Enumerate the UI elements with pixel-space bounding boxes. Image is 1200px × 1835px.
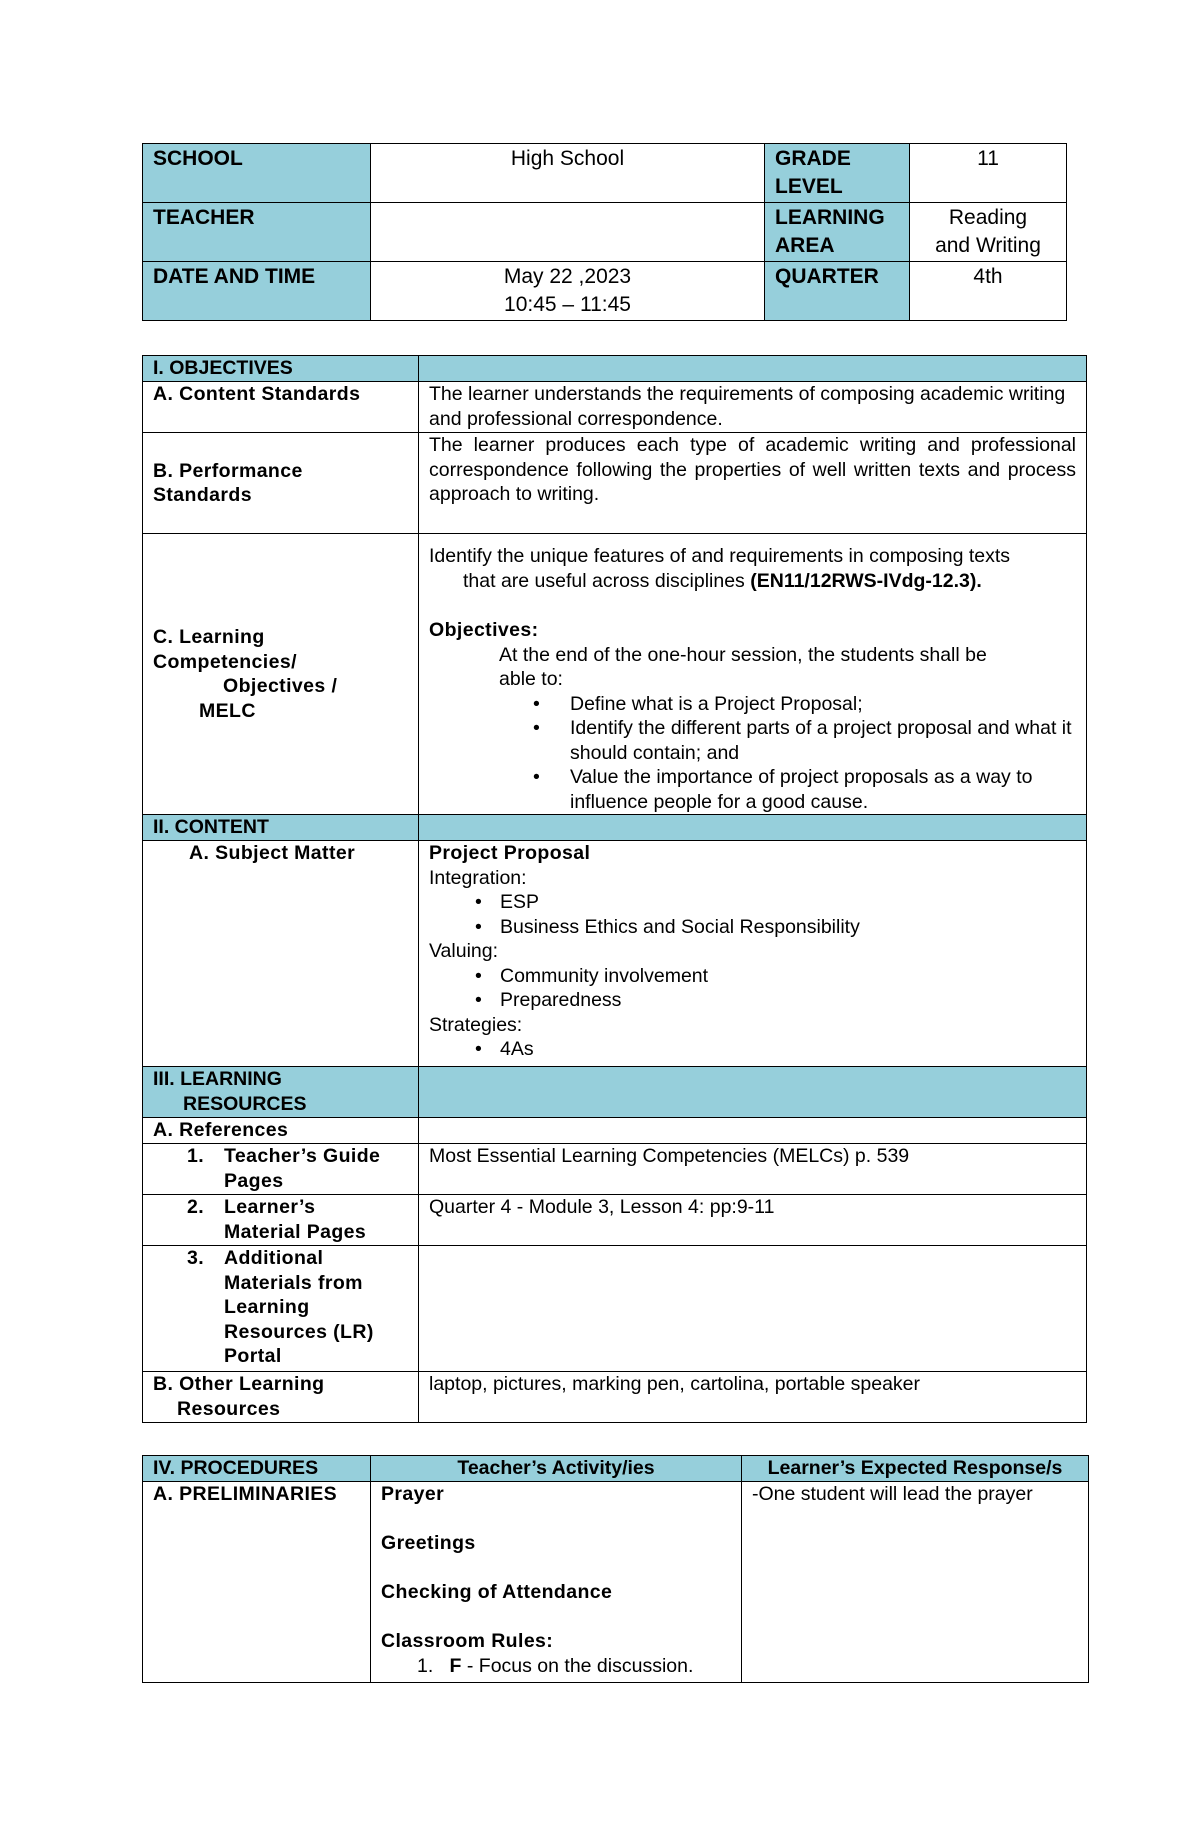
preliminaries-row (143, 1482, 1089, 1683)
learning-competencies-row (143, 534, 1087, 815)
competency-line-2: that are useful across disciplines (EN11/12RWS-IVdg-12.3). (463, 569, 982, 592)
performance-standards-label: B. Performance Standards (143, 433, 419, 534)
teacher-activity-header: Teacher’s Activity/ies (371, 1456, 742, 1482)
strategies-list (429, 1037, 1076, 1062)
resources-header-blank (419, 1067, 1087, 1118)
classroom-rules-label: Classroom Rules: (381, 1630, 554, 1652)
date-time-value: May 22 ,2023 10:45 – 11:45 (371, 262, 765, 321)
integration-label: Integration: (429, 866, 527, 889)
other-resources-row (143, 1372, 1087, 1423)
quarter-value: 4th (910, 262, 1067, 321)
additional-materials-label: 3. Additional Materials from Learning Resources (LR) Portal (143, 1246, 419, 1372)
competency-line-1: Identify the unique features of and requirements in composing texts (429, 545, 1011, 567)
teachers-guide-value: Most Essential Learning Competencies (MELCs) p. 539 (419, 1144, 1087, 1195)
list-item: • 4As (429, 1037, 1076, 1062)
performance-standards-text: The learner produces each type of academic writing and professional correspondence following the properties of well written texts and process approach to writing. (419, 433, 1087, 534)
resources-header-row (143, 1067, 1087, 1118)
competency-code: (EN11/12RWS-IVdg-12.3). (750, 569, 982, 592)
subject-matter-row (143, 841, 1087, 1067)
school-label: SCHOOL (143, 144, 371, 203)
other-resources-value: laptop, pictures, marking pen, cartolina, portable speaker (419, 1372, 1087, 1423)
learning-area-value: Reading and Writing (910, 203, 1067, 262)
performance-standards-row (143, 433, 1087, 534)
objectives-heading: Objectives: (429, 619, 539, 641)
learning-competencies-text (419, 534, 1087, 815)
list-item: • Community involvement (429, 964, 1076, 989)
content-standards-label: A. Content Standards (143, 382, 419, 433)
school-row (143, 144, 1067, 203)
learning-area-label: LEARNING AREA (765, 203, 910, 262)
subject-matter-text (419, 841, 1087, 1067)
content-standards-text: The learner understands the requirements of composing academic writing and professional correspondence. (419, 382, 1087, 433)
list-item: • Define what is a Project Proposal; (429, 692, 1076, 717)
list-item: • Business Ethics and Social Responsibility (429, 915, 1076, 940)
integration-list (429, 890, 1076, 939)
objectives-header-blank (419, 356, 1087, 382)
school-value: High School (371, 144, 765, 203)
content-header-blank (419, 815, 1087, 841)
strategies-label: Strategies: (429, 1013, 523, 1036)
additional-materials-row (143, 1246, 1087, 1372)
references-label: A. References (143, 1118, 419, 1144)
list-item: • Preparedness (429, 988, 1076, 1013)
learning-competencies-label: C. Learning Competencies/ Objectives / MELC (143, 534, 419, 815)
content-standards-row (143, 382, 1087, 433)
learner-response-header: Learner’s Expected Response/s (742, 1456, 1089, 1482)
grade-level-label: GRADE LEVEL (765, 144, 910, 203)
list-item: • ESP (429, 890, 1076, 915)
procedures-header-row (143, 1456, 1089, 1482)
objectives-intro: At the end of the one-hour session, the students shall be able to: (499, 643, 987, 690)
teachers-guide-label: 1. Teacher’s Guide Pages (143, 1144, 419, 1195)
subject-matter-label: A. Subject Matter (143, 841, 419, 1067)
content-header: II. CONTENT (143, 815, 419, 841)
references-row (143, 1118, 1087, 1144)
greetings-item: Greetings (381, 1532, 476, 1554)
attendance-item: Checking of Attendance (381, 1581, 613, 1603)
objectives-header: I. OBJECTIVES (143, 356, 419, 382)
date-row (143, 262, 1067, 321)
grade-level-value: 11 (910, 144, 1067, 203)
list-item: • Value the importance of project proposals as a way to influence people for a good cause. (429, 765, 1076, 814)
learners-material-row (143, 1195, 1087, 1246)
teacher-row (143, 203, 1067, 262)
prayer-item: Prayer (381, 1483, 445, 1505)
teacher-value (371, 203, 765, 262)
preliminaries-response: -One student will lead the prayer (742, 1482, 1089, 1683)
content-header-row (143, 815, 1087, 841)
resources-header: III. LEARNING RESOURCES (143, 1067, 419, 1118)
list-item: • Identify the different parts of a project proposal and what it should contain; and (429, 716, 1076, 765)
preliminaries-activities (371, 1482, 742, 1683)
date-time-label: DATE AND TIME (143, 262, 371, 321)
references-blank (419, 1118, 1087, 1144)
lesson-plan-table (142, 355, 1087, 1423)
procedures-table (142, 1455, 1089, 1683)
objectives-header-row (143, 356, 1087, 382)
valuing-list (429, 964, 1076, 1013)
classroom-rule-item: 1. F - Focus on the discussion. (417, 1654, 694, 1677)
quarter-label: QUARTER (765, 262, 910, 321)
preliminaries-label: A. PRELIMINARIES (143, 1482, 371, 1683)
teacher-label: TEACHER (143, 203, 371, 262)
learners-material-label: 2. Learner’s Material Pages (143, 1195, 419, 1246)
learners-material-value: Quarter 4 - Module 3, Lesson 4: pp:9-11 (419, 1195, 1087, 1246)
school-info-table (142, 143, 1067, 321)
topic-title: Project Proposal (429, 842, 591, 864)
additional-materials-value (419, 1246, 1087, 1372)
teachers-guide-row (143, 1144, 1087, 1195)
valuing-label: Valuing: (429, 940, 499, 962)
objectives-list (429, 692, 1076, 815)
procedures-header: IV. PROCEDURES (143, 1456, 371, 1482)
other-resources-label: B. Other Learning Resources (143, 1372, 419, 1423)
